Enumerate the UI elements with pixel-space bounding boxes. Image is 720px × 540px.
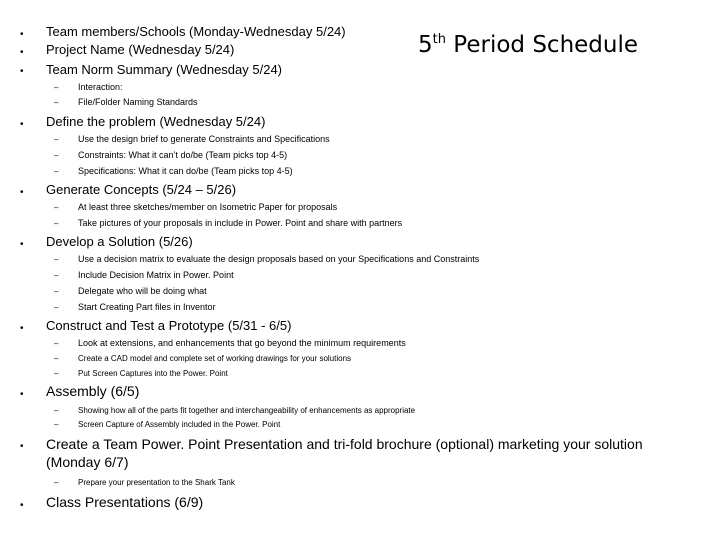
slide-title (418, 32, 638, 58)
bullet-icon: • (20, 119, 24, 130)
schedule-item: Team Norm Summary (Wednesday 5/24) (46, 62, 283, 77)
dash-icon: – (54, 354, 59, 363)
schedule-item: Define the problem (Wednesday 5/24) (46, 114, 266, 129)
dash-icon: – (54, 478, 59, 487)
bullet-icon: • (20, 239, 24, 250)
schedule-subitem: Use the design brief to generate Constraints and Specifications (78, 134, 330, 144)
schedule-subitem: Showing how all of the parts fit together and interchangeability of enhancements as appropriate (78, 406, 416, 415)
schedule-item: Generate Concepts (5/24 – 5/26) (46, 182, 237, 197)
schedule-item: Assembly (6/5) (46, 383, 140, 399)
bullet-icon: • (20, 66, 24, 77)
dash-icon: – (54, 135, 59, 144)
schedule-subitem: Use a decision matrix to evaluate the design proposals based on your Specifications and Constraints (78, 254, 480, 264)
bullet-icon: • (20, 323, 24, 334)
dash-icon: – (54, 271, 59, 280)
schedule-subitem: Delegate who will be doing what (78, 286, 207, 296)
dash-icon: – (54, 420, 59, 429)
dash-icon: – (54, 219, 59, 228)
bullet-icon: • (20, 500, 24, 511)
title-number: 5 (418, 32, 433, 58)
schedule-item: Team members/Schools (Monday-Wednesday 5/24) (46, 24, 346, 39)
dash-icon: – (54, 287, 59, 296)
dash-icon: – (54, 339, 59, 348)
schedule-subitem: Take pictures of your proposals in include in Power. Point and share with partners (78, 218, 403, 228)
schedule-subitem: Interaction: (78, 82, 123, 92)
schedule-subitem: Look at extensions, and enhancements that go beyond the minimum requirements (78, 338, 406, 348)
title-text: Period Schedule (445, 32, 639, 58)
schedule-subitem: File/Folder Naming Standards (78, 97, 198, 107)
schedule-subitem: Constraints: What it can’t do/be (Team picks top 4-5) (78, 150, 288, 160)
bullet-icon: • (20, 29, 24, 40)
dash-icon: – (54, 203, 59, 212)
schedule-subitem: Prepare your presentation to the Shark Tank (78, 478, 235, 487)
dash-icon: – (54, 167, 59, 176)
schedule-item: Class Presentations (6/9) (46, 494, 204, 510)
dash-icon: – (54, 98, 59, 107)
schedule-subitem: Include Decision Matrix in Power. Point (78, 270, 234, 280)
schedule-item: Construct and Test a Prototype (5/31 - 6/5) (46, 318, 292, 333)
bullet-icon: • (20, 441, 24, 452)
schedule-subitem: Start Creating Part files in Inventor (78, 302, 216, 312)
dash-icon: – (54, 83, 59, 92)
schedule-subitem: At least three sketches/member on Isometric Paper for proposals (78, 202, 338, 212)
title-ordinal: th (432, 32, 446, 47)
dash-icon: – (54, 151, 59, 160)
dash-icon: – (54, 369, 59, 378)
dash-icon: – (54, 303, 59, 312)
schedule-subitem: Screen Capture of Assembly included in the Power. Point (78, 420, 281, 429)
bullet-icon: • (20, 389, 24, 400)
schedule-subitem: Specifications: What it can do/be (Team picks top 4-5) (78, 166, 293, 176)
bullet-icon: • (20, 47, 24, 58)
schedule-item: Create a Team Power. Point Presentation and tri-fold brochure (optional) marketing your solution (Monday 6/7) (46, 436, 643, 470)
bullet-icon: • (20, 187, 24, 198)
dash-icon: – (54, 406, 59, 415)
schedule-item: Project Name (Wednesday 5/24) (46, 42, 235, 57)
schedule-item: Develop a Solution (5/26) (46, 234, 193, 249)
schedule-subitem: Put Screen Captures into the Power. Point (78, 369, 228, 378)
schedule-subitem: Create a CAD model and complete set of working drawings for your solutions (78, 354, 352, 363)
dash-icon: – (54, 255, 59, 264)
